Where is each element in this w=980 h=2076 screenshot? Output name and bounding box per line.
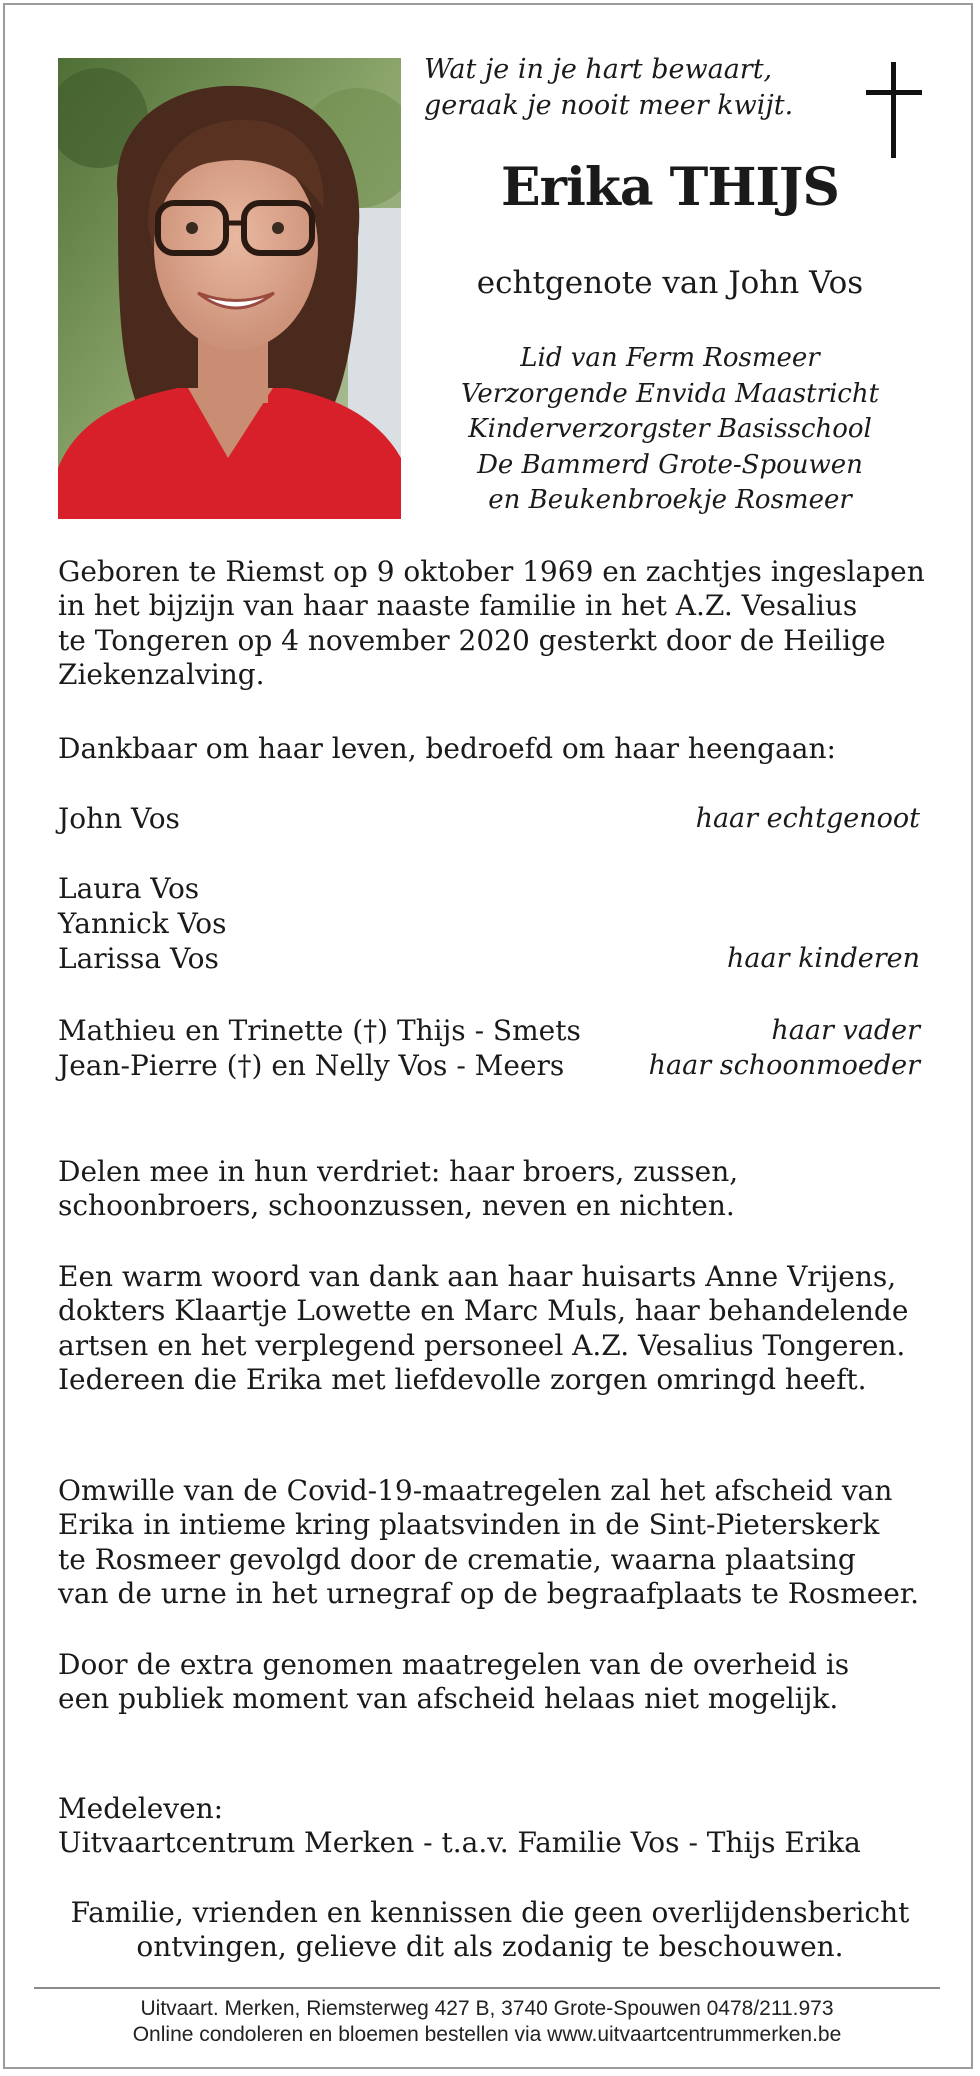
motto-line: geraak je nooit meer kwijt. (424, 90, 794, 121)
measures-paragraph (58, 1648, 938, 1717)
portrait-photo (58, 58, 401, 519)
relative-name: Mathieu en Trinette (†) Thijs - Smets (58, 1014, 581, 1047)
text-line: te Tongeren op 4 november 2020 gesterkt door de Heilige (58, 623, 886, 657)
share-paragraph (58, 1155, 938, 1224)
motto-quote (424, 52, 824, 124)
text-line: schoonbroers, schoonzussen, neven en nichten. (58, 1189, 735, 1223)
text-line: Omwille van de Covid-19-maatregelen zal het afscheid van (58, 1474, 893, 1507)
birth-paragraph (58, 555, 938, 693)
footer-website: Online condoleren en bloemen bestellen via www.uitvaartcentrummerken.be (132, 2023, 842, 2046)
relative-relation: haar schoonmoeder (648, 1050, 920, 1081)
footer-divider (34, 1987, 940, 1989)
roles-list (420, 341, 920, 519)
relative-name: Jean-Pierre (†) en Nelly Vos - Meers (58, 1049, 565, 1082)
relative-row (58, 1049, 920, 1083)
relative-row (58, 802, 920, 836)
relative-row (58, 872, 920, 906)
text-line: dokters Klaartje Lowette en Marc Muls, haar behandelende (58, 1294, 909, 1328)
relative-relation: haar vader (771, 1015, 920, 1046)
text-line: Iedereen die Erika met liefdevolle zorgen omringd heeft. (58, 1363, 867, 1397)
relative-name: Laura Vos (58, 872, 200, 905)
text-line: in het bijzijn van haar naaste familie in het A.Z. Vesalius (58, 589, 858, 623)
relative-name: John Vos (58, 802, 180, 835)
text-line: Door de extra genomen maatregelen van de overheid is (58, 1648, 850, 1681)
deceased-name: Erika THIJS (501, 157, 839, 218)
relative-row (58, 907, 920, 941)
text-line: Medeleven: (58, 1792, 224, 1825)
text-line: Geboren te Riemst op 9 oktober 1969 en zachtjes ingeslapen (58, 555, 925, 588)
footer (34, 1996, 940, 2048)
text-line: te Rosmeer gevolgd door de crematie, waarna plaatsing (58, 1542, 856, 1576)
role-item: Lid van Ferm Rosmeer (520, 343, 820, 373)
text-line: Familie, vrienden en kennissen die geen overlijdensbericht (70, 1896, 910, 1929)
relative-relation: haar echtgenoot (695, 803, 920, 834)
text-line: Dankbaar om haar leven, bedroefd om haar heengaan: (58, 732, 836, 765)
text-line: een publiek moment van afscheid helaas niet mogelijk. (58, 1682, 839, 1716)
text-line: artsen en het verplegend personeel A.Z. Vesalius Tongeren. (58, 1328, 906, 1362)
role-item: Verzorgende Envida Maastricht (460, 378, 880, 409)
text-line: Een warm woord van dank aan haar huisarts Anne Vrijens, (58, 1260, 897, 1293)
text-line: Delen mee in hun verdriet: haar broers, zussen, (58, 1155, 739, 1188)
relative-row (58, 942, 920, 976)
relative-row (58, 1014, 920, 1048)
footer-address: Uitvaart. Merken, Riemsterweg 427 B, 3740 Grote-Spouwen 0478/211.973 (140, 1997, 834, 2020)
role-item: Kinderverzorgster Basisschool (468, 414, 872, 444)
cross-icon (866, 62, 922, 158)
text-line: van de urne in het urnegraf op de begraafplaats te Rosmeer. (58, 1577, 920, 1611)
relative-name: Yannick Vos (58, 907, 227, 940)
condolence-paragraph (58, 1792, 938, 1861)
text-line: Ziekenzalving. (58, 658, 265, 692)
spouse-line: echtgenote van John Vos (476, 265, 864, 301)
motto-line: Wat je in je hart bewaart, (424, 54, 773, 85)
closing-paragraph (40, 1896, 940, 1964)
role-item: De Bammerd Grote-Spouwen (477, 449, 863, 480)
thanks-paragraph (58, 1260, 938, 1398)
relative-name: Larissa Vos (58, 942, 219, 975)
role-item: en Beukenbroekje Rosmeer (488, 485, 852, 515)
text-line: Uitvaartcentrum Merken - t.a.v. Familie Vos - Thijs Erika (58, 1826, 861, 1860)
covid-paragraph (58, 1474, 938, 1612)
grateful-line (58, 732, 938, 766)
text-line: ontvingen, gelieve dit als zodanig te beschouwen. (136, 1930, 844, 1963)
text-line: Erika in intieme kring plaatsvinden in de Sint-Pieterskerk (58, 1508, 880, 1542)
relative-relation: haar kinderen (727, 943, 920, 974)
